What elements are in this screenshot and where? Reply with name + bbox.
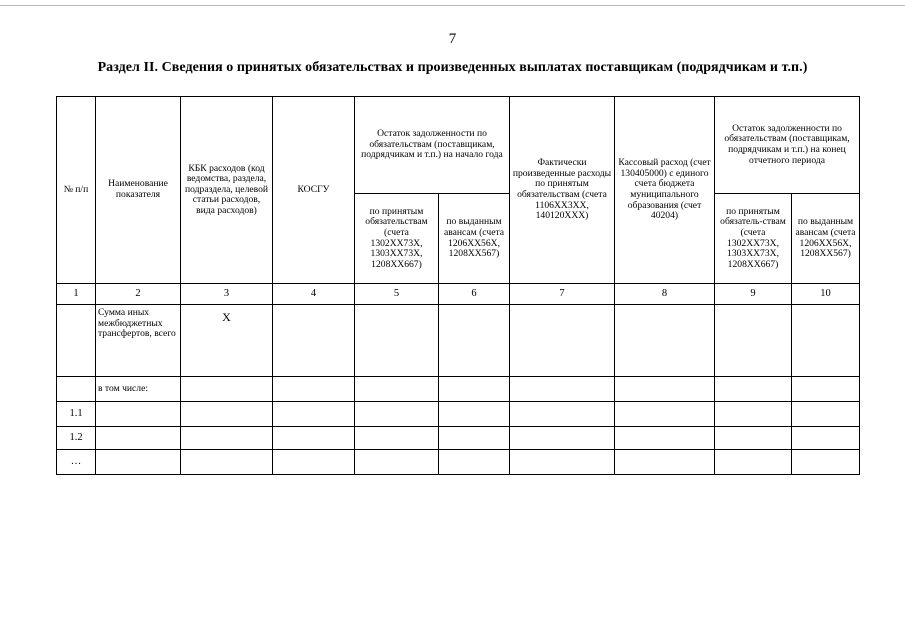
table-cell (792, 427, 860, 450)
table-cell (273, 402, 355, 427)
table-cell (57, 377, 96, 402)
table-cell (355, 402, 439, 427)
column-number: 8 (615, 284, 715, 305)
table-cell (792, 402, 860, 427)
column-number: 7 (510, 284, 615, 305)
table-cell (57, 305, 96, 377)
column-number: 6 (439, 284, 510, 305)
table-cell (355, 377, 439, 402)
header-number: № п/п (57, 97, 96, 284)
header-cash-expense: Кассовый расход (счет 130405000) с единого счета бюджета муниципального образования (счет 40204) (615, 97, 715, 284)
report-table (56, 96, 860, 475)
column-number: 10 (792, 284, 860, 305)
table-cell (181, 427, 273, 450)
table-cell (615, 402, 715, 427)
table-cell (792, 450, 860, 475)
column-number: 3 (181, 284, 273, 305)
table-cell (96, 450, 181, 475)
table-cell (510, 305, 615, 377)
row-index: 1.2 (57, 427, 96, 450)
column-number: 4 (273, 284, 355, 305)
table-cell (273, 427, 355, 450)
table-cell (273, 450, 355, 475)
table-cell (273, 305, 355, 377)
header-start-advances: по выданным авансам (счета 1206ХХ56Х, 1208ХХ567) (439, 194, 510, 284)
table-cell (355, 450, 439, 475)
table-cell (715, 377, 792, 402)
table-cell (792, 305, 860, 377)
table-cell (615, 450, 715, 475)
header-end-advances: по выданным авансам (счета 1206ХХ56Х, 1208ХХ567) (792, 194, 860, 284)
table-cell (715, 427, 792, 450)
table-row (57, 427, 860, 450)
header-kbk: КБК расходов (код ведомства, раздела, подраздела, целевой статьи расходов, вида расходов) (181, 97, 273, 284)
table-cell (510, 377, 615, 402)
including-label: в том числе: (96, 377, 181, 402)
table-cell (273, 377, 355, 402)
table-cell (181, 377, 273, 402)
header-row-1 (57, 97, 860, 194)
table-cell (615, 377, 715, 402)
table-cell (439, 450, 510, 475)
row-index: 1.1 (57, 402, 96, 427)
row-index: … (57, 450, 96, 475)
header-actual-expenses: Фактически произведенные расходы по принятым обязательствам (счета 1106ХХ3ХХ, 140120ХХХ) (510, 97, 615, 284)
page-number: 7 (448, 31, 457, 47)
table-cell (439, 305, 510, 377)
column-number: 2 (96, 284, 181, 305)
section-title: Раздел II. Сведения о принятых обязательствах и произведенных выплатах поставщикам (подрядчикам и т.п.) (97, 60, 808, 75)
header-end-accepted: по принятым обязатель-ствам (счета 1302ХХ73Х, 1303ХХ73Х, 1208ХХ667) (715, 194, 792, 284)
table-cell (181, 450, 273, 475)
table-cell (715, 450, 792, 475)
table-cell (510, 450, 615, 475)
table-cell (181, 402, 273, 427)
top-divider (0, 5, 905, 6)
table-cell (615, 427, 715, 450)
table-cell (510, 402, 615, 427)
table-cell (510, 427, 615, 450)
table-row (57, 450, 860, 475)
table-cell (715, 305, 792, 377)
column-number: 1 (57, 284, 96, 305)
total-label: Сумма иных межбюджетных трансфертов, всего (96, 305, 181, 377)
table-cell (355, 305, 439, 377)
table-cell (792, 377, 860, 402)
table-cell (439, 427, 510, 450)
table-cell (439, 377, 510, 402)
table-cell (96, 402, 181, 427)
header-debt-end-group: Остаток задолженности по обязательствам (поставщикам, подрядчикам и т.п.) на конец отчетного периода (715, 97, 860, 194)
header-kosgu: КОСГУ (273, 97, 355, 284)
table-cell (439, 402, 510, 427)
table-row (57, 402, 860, 427)
column-number: 9 (715, 284, 792, 305)
table-row-total (57, 305, 860, 377)
table-cell (355, 427, 439, 450)
table-cell (715, 402, 792, 427)
table-cell (96, 427, 181, 450)
header-indicator-name: Наименование показателя (96, 97, 181, 284)
header-start-accepted: по принятым обязательствам (счета 1302ХХ73Х, 1303ХХ73Х, 1208ХХ667) (355, 194, 439, 284)
column-number: 5 (355, 284, 439, 305)
table-cell (615, 305, 715, 377)
table-row-including (57, 377, 860, 402)
total-kbk-mark: Х (181, 305, 273, 377)
column-numbers-row (57, 284, 860, 305)
header-debt-start-group: Остаток задолженности по обязательствам (поставщикам, подрядчикам и т.п.) на начало года (355, 97, 510, 194)
